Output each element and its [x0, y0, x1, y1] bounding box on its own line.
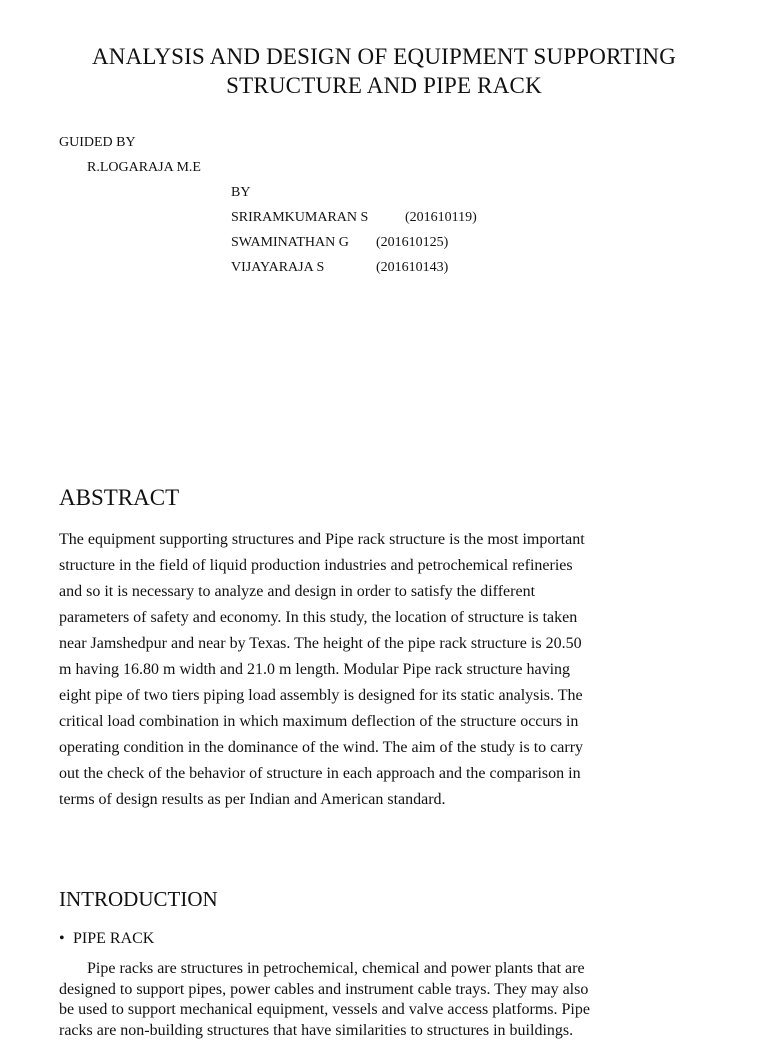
- pipe-rack-body: [59, 959, 719, 1041]
- pipe-rack-line: be used to support mechanical equipment, vessels and valve access platforms. Pipe: [59, 1000, 719, 1021]
- student-row: [231, 259, 324, 277]
- pipe-rack-line: Pipe racks are structures in petrochemical, chemical and power plants that are: [59, 959, 719, 980]
- student-id: (201610125): [376, 234, 448, 252]
- abstract-line: m having 16.80 m width and 21.0 m length. Modular Pipe rack structure having: [59, 657, 719, 683]
- pipe-rack-line: designed to support pipes, power cables and instrument cable trays. They may also: [59, 980, 719, 1001]
- abstract-line: parameters of safety and economy. In this study, the location of structure is taken: [59, 605, 719, 631]
- by-label: BY: [231, 184, 250, 202]
- student-name: SWAMINATHAN G: [231, 234, 349, 252]
- pipe-rack-line: racks are non-building structures that have similarities to structures in buildings.: [59, 1021, 719, 1041]
- student-name: SRIRAMKUMARAN S: [231, 209, 368, 227]
- abstract-line: The equipment supporting structures and Pipe rack structure is the most important: [59, 527, 719, 553]
- title-line-1: ANALYSIS AND DESIGN OF EQUIPMENT SUPPORTING: [0, 42, 768, 71]
- abstract-line: near Jamshedpur and near by Texas. The height of the pipe rack structure is 20.50: [59, 631, 719, 657]
- bullet-icon: •: [59, 929, 73, 949]
- student-id: (201610143): [376, 259, 448, 277]
- abstract-body: [59, 527, 719, 813]
- abstract-line: structure in the field of liquid production industries and petrochemical refineries: [59, 553, 719, 579]
- abstract-line: and so it is necessary to analyze and design in order to satisfy the different: [59, 579, 719, 605]
- bullet-label: PIPE RACK: [73, 930, 154, 947]
- student-row: [231, 234, 349, 252]
- document-title: [0, 42, 768, 100]
- guide-name: R.LOGARAJA M.E: [87, 159, 201, 177]
- abstract-heading: ABSTRACT: [59, 484, 179, 512]
- abstract-line: operating condition in the dominance of the wind. The aim of the study is to carry: [59, 735, 719, 761]
- student-id: (201610119): [405, 209, 477, 227]
- student-row: [231, 209, 368, 227]
- abstract-line: terms of design results as per Indian and American standard.: [59, 787, 719, 813]
- introduction-heading: INTRODUCTION: [59, 885, 218, 913]
- title-line-2: STRUCTURE AND PIPE RACK: [0, 71, 768, 100]
- guided-by-label: GUIDED BY: [59, 134, 136, 152]
- abstract-line: out the check of the behavior of structure in each approach and the comparison in: [59, 761, 719, 787]
- student-name: VIJAYARAJA S: [231, 259, 324, 277]
- abstract-line: critical load combination in which maximum deflection of the structure occurs in: [59, 709, 719, 735]
- bullet-item-pipe-rack: [59, 929, 154, 949]
- abstract-line: eight pipe of two tiers piping load assembly is designed for its static analysis. The: [59, 683, 719, 709]
